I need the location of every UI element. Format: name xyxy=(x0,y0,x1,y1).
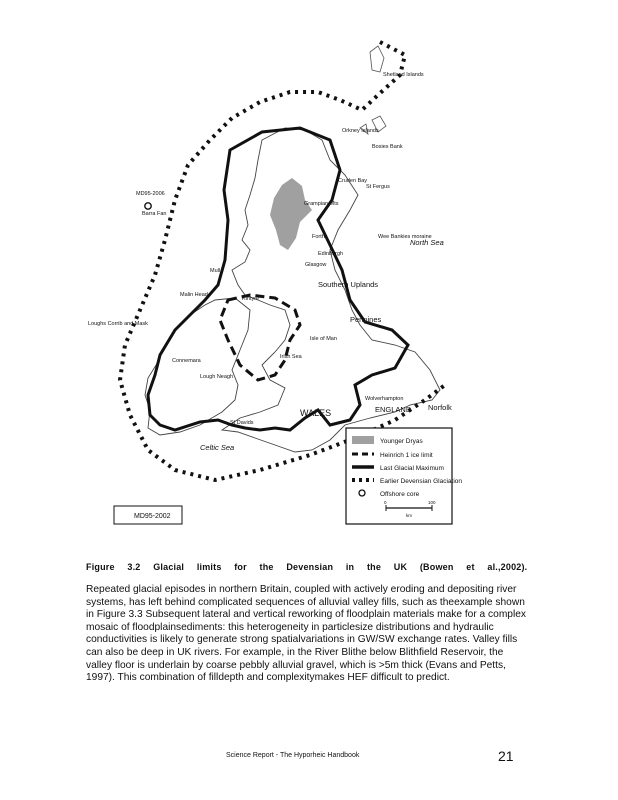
label-connemara: Connemara xyxy=(172,358,201,364)
label-edinburgh: Edinburgh xyxy=(318,251,344,257)
label-md95-2006: MD95-2006 xyxy=(136,191,165,197)
page-footer xyxy=(0,748,618,768)
coastline-ireland xyxy=(145,298,250,435)
legend-earlier: Earlier Devensian Glaciation xyxy=(380,478,463,485)
legend-younger-dryas: Younger Dryas xyxy=(380,438,423,445)
label-mull: Mull xyxy=(210,268,221,274)
label-st-fergus: St Fergus xyxy=(366,184,390,190)
label-forth: Forth xyxy=(312,234,325,240)
heinrich-1-limit xyxy=(220,295,300,380)
label-cruden: Cruden Bay xyxy=(338,178,368,184)
label-bosies-bank: Bosies Bank xyxy=(372,144,403,150)
legend-offshore: Offshore core xyxy=(380,491,420,498)
label-grampian: Grampian Mts xyxy=(304,201,339,207)
legend-lgm: Last Glacial Maximum xyxy=(380,465,444,472)
offshore-core-marker xyxy=(145,203,151,209)
label-st-davids: St Davids xyxy=(230,420,254,426)
label-shetland: Shetland Islands xyxy=(383,72,424,78)
coastline-great-britain xyxy=(222,128,440,452)
label-norfolk: Norfolk xyxy=(428,403,452,412)
label-celtic-sea: Celtic Sea xyxy=(200,443,235,452)
label-wee-bankies: Wee Bankies moraine xyxy=(378,234,432,240)
label-wales: WALES xyxy=(300,408,332,418)
page-number: 21 xyxy=(498,748,514,764)
label-wolverhampton: Wolverhampton xyxy=(365,396,404,402)
label-kintyre: Kintyre xyxy=(242,296,260,302)
younger-dryas-ice xyxy=(270,178,312,250)
label-pennines: Pennines xyxy=(350,315,382,324)
map-legend xyxy=(346,428,462,524)
label-north-sea: North Sea xyxy=(410,238,444,247)
label-southern-uplands: Southern Uplands xyxy=(318,280,379,289)
legend-scale-100: 100 xyxy=(428,500,436,505)
label-isle-of-man: Isle of Man xyxy=(310,336,337,342)
legend-scale-0: 0 xyxy=(384,500,387,505)
label-irish-sea: Irish Sea xyxy=(280,354,302,360)
label-malin: Malin Head xyxy=(180,292,208,298)
footer-title: Science Report - The Hyporheic Handbook xyxy=(226,752,360,759)
legend-swatch-younger-dryas xyxy=(352,436,374,444)
body-paragraph: Repeated glacial episodes in northern Britain, coupled with actively eroding and depositing river systems, has left behind complicated sequences of alluvial valley fills, such as theexample shown in Figure 3.3 Subsequent lateral and vertical reworking of floodplain materials make for a complex mosaic of floodplainsediments: this heterogeneity in particlesize distributions and hydraulic conductivities is likely to generate strong spatialvariations in GW/SW exchange rates. Valley fills can also be deep in UK rivers. For example, in the River Blithe below Blithfield Reservoir, the valley floor is underlain by coarse pebbly alluvial gravel, which is >5m thick (Evans and Petts, 1997). This combination of filldepth and complexitymakes HEF difficult to predict. xyxy=(86,584,526,684)
label-england: ENGLAND xyxy=(375,405,412,414)
figure-caption: Figure 3.2 Glacial limits for the Devensian in the UK (Bowen et al.,2002). xyxy=(86,562,528,572)
legend-heinrich: Heinrich 1 ice limit xyxy=(380,452,433,459)
label-md95-barra-fan: Barra Fan xyxy=(142,211,167,217)
legend-scale-unit: km xyxy=(406,513,412,518)
label-lough-corrib: Loughs Corrib and Mask xyxy=(88,321,148,327)
label-lough-neagh: Lough Neagh xyxy=(200,374,234,380)
label-glasgow: Glasgow xyxy=(305,262,327,268)
earlier-devensian-limit xyxy=(120,42,445,480)
md95-2002-label: MD95-2002 xyxy=(134,513,171,520)
label-orkney: Orkney Islands xyxy=(342,128,379,134)
